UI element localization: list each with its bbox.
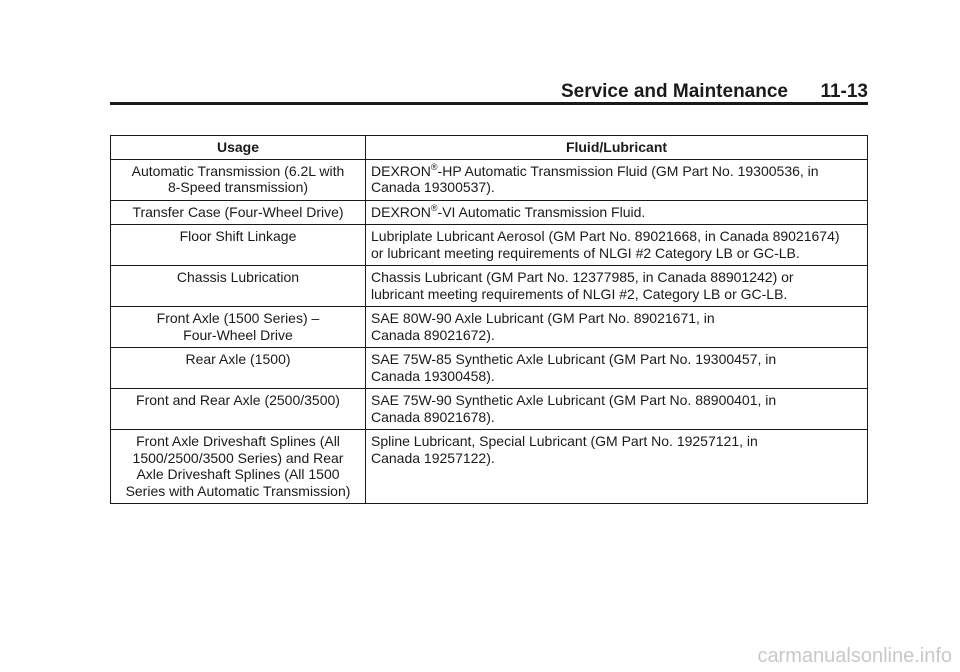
usage-cell: Floor Shift Linkage (111, 225, 366, 266)
registered-mark: ® (430, 161, 438, 172)
usage-cell: Front and Rear Axle (2500/3500) (111, 389, 366, 430)
watermark: carmanualsonline.info (757, 645, 952, 667)
usage-cell: Front Axle (1500 Series) – Four-Wheel Drive (111, 307, 366, 348)
fluid-cell: SAE 75W-90 Synthetic Axle Lubricant (GM Part No. 88900401, in Canada 89021678). (366, 389, 868, 430)
fluid-cell: Chassis Lubricant (GM Part No. 12377985, in Canada 88901242) or lubricant meeting requirements of NLGI #2, Category LB or GC-LB. (366, 266, 868, 307)
fluid-cell: Lubriplate Lubricant Aerosol (GM Part No. 89021668, in Canada 89021674) or lubricant meeting requirements of NLGI #2 Category LB or GC-LB. (366, 225, 868, 266)
usage-cell: Transfer Case (Four-Wheel Drive) (111, 200, 366, 225)
section-title: Service and Maintenance (560, 81, 788, 102)
fluid-cell: SAE 75W-85 Synthetic Axle Lubricant (GM Part No. 19300457, in Canada 19300458). (366, 348, 868, 389)
table-row (111, 200, 868, 225)
page-header (110, 82, 868, 102)
column-header-fluid: Fluid/Lubricant (366, 136, 868, 160)
usage-cell: Front Axle Driveshaft Splines (All 1500/2500/3500 Series) and Rear Axle Driveshaft Splines (All 1500 Series with Automatic Transmission) (111, 430, 366, 504)
fluid-cell: DEXRON®-HP Automatic Transmission Fluid (GM Part No. 19300536, in Canada 19300537). (366, 159, 868, 200)
column-header-usage: Usage (111, 136, 366, 160)
fluid-lubricant-table (110, 135, 868, 504)
table-row (111, 430, 868, 504)
table-row (111, 159, 868, 200)
table-row (111, 307, 868, 348)
fluid-cell: Spline Lubricant, Special Lubricant (GM Part No. 19257121, in Canada 19257122). (366, 430, 868, 504)
fluid-cell: SAE 80W-90 Axle Lubricant (GM Part No. 89021671, in Canada 89021672). (366, 307, 868, 348)
usage-cell: Automatic Transmission (6.2L with 8-Speed transmission) (111, 159, 366, 200)
table-row (111, 266, 868, 307)
fluid-cell: DEXRON®-VI Automatic Transmission Fluid. (366, 200, 868, 225)
table-header-row (111, 136, 868, 160)
header-rule (110, 102, 868, 105)
table-row (111, 225, 868, 266)
registered-mark: ® (430, 202, 438, 213)
usage-cell: Rear Axle (1500) (111, 348, 366, 389)
table-row (111, 389, 868, 430)
usage-cell: Chassis Lubrication (111, 266, 366, 307)
table-row (111, 348, 868, 389)
page-number: 11-13 (820, 81, 868, 102)
